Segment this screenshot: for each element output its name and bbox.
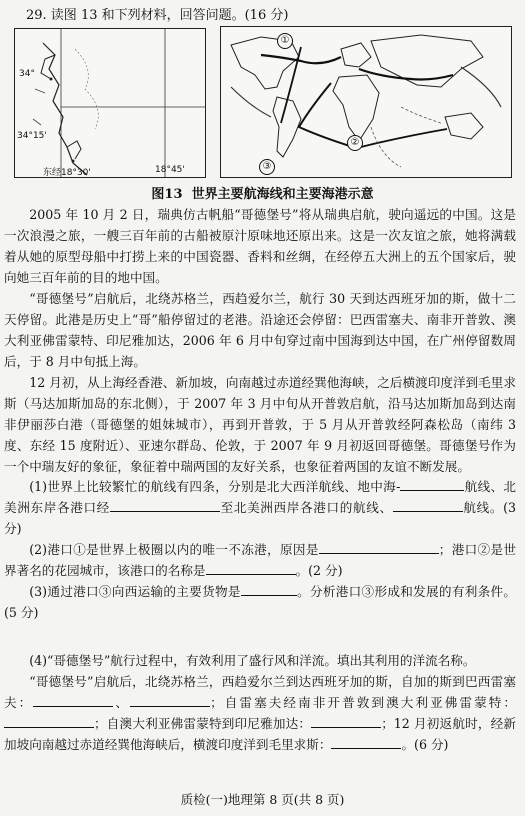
question-list xyxy=(4,476,516,623)
inset-lat-top: 34° xyxy=(19,69,35,79)
world-shipping-map xyxy=(220,26,512,178)
port-3-marker: ③ xyxy=(259,159,275,175)
port-2-marker: ② xyxy=(347,135,363,151)
q1-text-b: 航线、北美洲东岸各港口经 xyxy=(4,479,516,515)
q1-blank-3[interactable] xyxy=(393,498,463,512)
q4-text-f: 。(6 分) xyxy=(401,737,449,752)
q3-blank-1[interactable] xyxy=(241,582,297,596)
q1-blank-1[interactable] xyxy=(400,477,464,491)
material-paragraph-1: 2005 年 10 月 2 日，瑞典仿古帆船“哥德堡号”将从瑞典启航，驶向遥远的中国。这是一次浪漫之旅，一艘三百年前的古船被原汁原味地还原出来。这是一次友谊之旅，她将满载着从她的原型母船中打捞上来的中国瓷器、香料和丝绸，在经停五大洲上的五个国家后，驶向她三百年前的目的地中国。 xyxy=(4,207,516,285)
q4-prompt: (4)“哥德堡号”航行过程中，有效利用了盛行风和洋流。填出其利用的洋流名称。 xyxy=(29,653,476,668)
question-1 xyxy=(4,476,516,539)
q4-blank-1[interactable] xyxy=(33,693,113,707)
material-paragraph-2: “哥德堡号”启航后，北绕苏格兰，西趋爱尔兰，航行 30 天到达西班牙加的斯，做十二天停留。此港是历史上“哥”船停留过的老港。沿途还会停留：巴西雷塞夫、南非开普敦、澳大利亚佛雷蒙特、印尼雅加达，2006 年 6 月中旬穿过南中国海到达中国，在广州停留数周后，于 8 月中旬抵上海。 xyxy=(4,291,516,369)
figure-caption xyxy=(0,183,525,202)
material-paragraph-3: 12 月初，从上海经香港、新加坡，向南越过赤道经巽他海峡，之后横渡印度洋到毛里求斯（马达加斯加岛的东北侧），于 2007 年 3 月中旬从开普敦启航，沿马达加斯加岛到达南非伊丽莎白港（哥德堡的姐妹城市），再到开普敦，于 5 月从开普敦经阿森松岛（南纬 3 度、东经 15 度附近）、亚速尔群岛、伦敦，于 2007 年 9 月初返回哥德堡。哥德堡号作为一个中瑞友好的象征，象征着中瑞两国的友好关系，也象征着两国的友谊不断发展。 xyxy=(4,375,516,474)
world-map-drawing xyxy=(221,27,511,177)
question-2 xyxy=(4,539,516,581)
q2-text-a: (2)港口①是世界上极圈以内的唯一不冻港，原因是 xyxy=(29,542,319,557)
question-3 xyxy=(4,581,516,623)
q1-text-c: 至北美洲西岸各港口的航线、 xyxy=(219,500,393,515)
q2-text-b: ；港口②是世界著名的花园城市，该港口的名称是 xyxy=(4,542,516,578)
q4-text-b: “哥德堡号”启航后，北绕苏格兰，西趋爱尔兰到达西班牙加的斯，自加的斯到巴西雷塞夫： xyxy=(4,674,516,710)
q1-blank-2[interactable] xyxy=(110,498,220,512)
q1-text-d: 航线。 xyxy=(462,500,504,515)
page-footer: 质检(一)地理第 8 页(共 8 页) xyxy=(180,792,345,807)
q4-blank-2[interactable] xyxy=(130,693,210,707)
q2-blank-1[interactable] xyxy=(319,540,439,554)
caption-text: 世界主要航海线和主要海港示意 xyxy=(191,187,374,202)
q4-blank-3[interactable] xyxy=(4,714,94,728)
port-1-marker: ① xyxy=(277,33,293,49)
question-header: 29. 读图 13 和下列材料，回答问题。(16 分) xyxy=(26,8,289,23)
q4-blank-4[interactable] xyxy=(311,714,381,728)
inset-map-drawing xyxy=(15,29,205,177)
q1-score: (3 分) xyxy=(4,500,517,536)
question-4 xyxy=(4,650,516,755)
q3-text-b: 。分析港口③形成和发展的有利条件。(5 分) xyxy=(4,584,517,620)
q4-text-d: ；自澳大利亚佛雷蒙特到印尼雅加达： xyxy=(94,716,312,731)
figure-13 xyxy=(14,24,514,182)
q2-text-c: 。(2 分) xyxy=(295,563,343,578)
material-text xyxy=(4,204,516,477)
inset-lon-left: 东经18°30' xyxy=(43,168,91,178)
q2-blank-2[interactable] xyxy=(206,561,296,575)
inset-lon-right: 18°45' xyxy=(155,165,185,175)
q4-blank-5[interactable] xyxy=(331,735,401,749)
q3-text-a: (3)通过港口③向西运输的主要货物是 xyxy=(29,584,241,599)
q4-text-e: ；12 月初返航时，经新加坡向南越过赤道经巽他海峡后，横渡印度洋到毛里求斯： xyxy=(4,716,517,752)
q4-text-c: ；自雷塞夫经南非开普敦到澳大利亚佛雷蒙特： xyxy=(210,695,517,710)
inset-map xyxy=(14,28,206,178)
q4-answers: “哥德堡号”启航后，北绕苏格兰，西趋爱尔兰到达西班牙加的斯，自加的斯到巴西雷塞夫： 、 ；自雷塞夫经南非开普敦到澳大利亚佛雷蒙特：；自澳大利亚佛雷蒙特到印尼雅加达： ；12 月初返航时，经新加坡向南越过赤道经巽他海峡后，横渡印度洋到毛里求斯： 。(6 分) xyxy=(4,674,517,752)
caption-number: 图13 xyxy=(151,187,183,202)
inset-lat-bottom: 34°15' xyxy=(17,131,47,141)
q1-text-a: (1)世界上比较繁忙的航线有四条，分别是北大西洋航线、地中海- xyxy=(29,479,401,494)
